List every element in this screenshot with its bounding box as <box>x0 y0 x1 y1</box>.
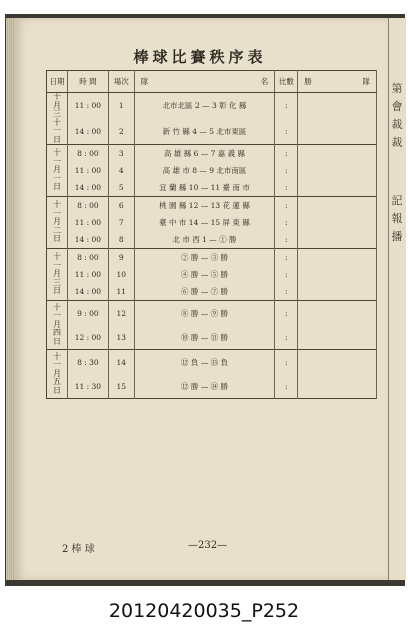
winner-cell <box>298 145 377 197</box>
match-number: 13 <box>108 325 134 350</box>
table-row <box>47 249 377 267</box>
strip-char: 播 <box>391 230 403 243</box>
match-number: 14 <box>108 350 134 375</box>
winner-cell <box>298 93 377 145</box>
match-number: 9 <box>108 249 134 267</box>
strip-char: 裁 <box>391 118 403 131</box>
header-winner <box>298 71 377 93</box>
match-teams: ⑥ 勝 — ⑦ 勝 <box>134 283 275 301</box>
match-teams: 高 雄 縣 6 — 7 嘉 義 縣 <box>134 145 275 163</box>
footer-section-label: 2 棒 球 <box>62 544 95 555</box>
match-number: 6 <box>108 197 134 215</box>
schedule-table <box>46 70 377 399</box>
date-text: 十月三十一日 <box>52 92 61 144</box>
strip-char: 報 <box>391 212 403 225</box>
date-cell <box>47 249 68 301</box>
date-text: 十一月一日 <box>52 148 61 192</box>
header-team-left: 隊 <box>140 77 149 86</box>
score-cell: : <box>275 119 298 145</box>
header-date: 日期 <box>47 71 68 93</box>
match-teams: ⑫ 負 — ⑬ 負 <box>134 350 275 375</box>
match-number: 11 <box>108 283 134 301</box>
strip-char: 會 <box>391 100 403 113</box>
time-cell: 8 : 00 <box>67 197 108 215</box>
score-cell: : <box>275 162 298 179</box>
header-team-right: 名 <box>260 77 269 86</box>
date-cell <box>47 93 68 145</box>
match-number: 7 <box>108 214 134 231</box>
match-teams: ② 勝 — ③ 勝 <box>134 249 275 267</box>
match-teams: 高 雄 市 8 — 9 北市南區 <box>134 162 275 179</box>
time-cell: 11 : 00 <box>67 93 108 119</box>
match-number: 10 <box>108 266 134 283</box>
match-number: 1 <box>108 93 134 119</box>
match-teams: 北 市 西 1 — ① 勝 <box>134 231 275 249</box>
match-teams: 臺 中 市 14 — 15 屏 東 縣 <box>134 214 275 231</box>
winner-cell <box>298 350 377 399</box>
header-team <box>134 71 275 93</box>
score-cell: : <box>275 350 298 375</box>
match-teams: ④ 勝 — ⑤ 勝 <box>134 266 275 283</box>
time-cell: 9 : 00 <box>67 301 108 326</box>
score-cell: : <box>275 325 298 350</box>
winner-cell <box>298 301 377 350</box>
score-cell: : <box>275 179 298 197</box>
time-cell: 14 : 00 <box>67 179 108 197</box>
date-text: 十一月四日 <box>52 302 61 346</box>
date-cell <box>47 350 68 399</box>
date-cell <box>47 197 68 249</box>
match-teams: 新 竹 縣 4 — 5 北市東區 <box>134 119 275 145</box>
match-number: 8 <box>108 231 134 249</box>
page-title: 棒球比賽秩序表 <box>133 48 267 66</box>
strip-char: 裁 <box>391 136 403 149</box>
score-cell: : <box>275 249 298 267</box>
time-cell: 14 : 00 <box>67 283 108 301</box>
header-score: 比數 <box>275 71 298 93</box>
time-cell: 8 : 00 <box>67 145 108 163</box>
header-winner-right: 隊 <box>362 77 370 86</box>
date-text: 十一月三日 <box>52 252 61 296</box>
table-row <box>47 350 377 375</box>
match-teams: ⑩ 勝 — ⑪ 勝 <box>134 325 275 350</box>
time-cell: 8 : 30 <box>67 350 108 375</box>
time-cell: 14 : 00 <box>67 119 108 145</box>
winner-cell <box>298 249 377 301</box>
page-number: —232— <box>188 540 228 551</box>
strip-char: 第 <box>391 82 403 95</box>
match-teams: 桃 園 縣 12 — 13 花 蓮 縣 <box>134 197 275 215</box>
time-cell: 11 : 00 <box>67 266 108 283</box>
time-cell: 8 : 00 <box>67 249 108 267</box>
score-cell: : <box>275 93 298 119</box>
date-cell <box>47 145 68 197</box>
time-cell: 12 : 00 <box>67 325 108 350</box>
table-row <box>47 145 377 163</box>
score-cell: : <box>275 266 298 283</box>
table-row <box>47 301 377 326</box>
score-cell: : <box>275 214 298 231</box>
match-teams: 宜 蘭 縣 10 — 11 臺 南 市 <box>134 179 275 197</box>
header-num: 場次 <box>108 71 134 93</box>
date-text: 十一月二日 <box>52 200 61 244</box>
match-teams: ⑫ 勝 — ⑭ 勝 <box>134 374 275 399</box>
table-row <box>47 197 377 215</box>
table-header-row <box>47 71 377 93</box>
header-time: 時 間 <box>67 71 108 93</box>
match-number: 3 <box>108 145 134 163</box>
match-number: 5 <box>108 179 134 197</box>
winner-cell <box>298 197 377 249</box>
score-cell: : <box>275 197 298 215</box>
time-cell: 11 : 30 <box>67 374 108 399</box>
time-cell: 11 : 00 <box>67 214 108 231</box>
match-number: 4 <box>108 162 134 179</box>
adjacent-page-strip <box>388 18 406 580</box>
score-cell: : <box>275 301 298 326</box>
score-cell: : <box>275 374 298 399</box>
time-cell: 11 : 00 <box>67 162 108 179</box>
date-cell <box>47 301 68 350</box>
match-teams: ⑧ 勝 — ⑨ 勝 <box>134 301 275 326</box>
match-number: 15 <box>108 374 134 399</box>
image-caption: 20120420035_P252 <box>108 600 300 622</box>
score-cell: : <box>275 283 298 301</box>
match-teams: 北市北區 2 — 3 彰 化 縣 <box>134 93 275 119</box>
match-number: 12 <box>108 301 134 326</box>
score-cell: : <box>275 231 298 249</box>
match-number: 2 <box>108 119 134 145</box>
table-row <box>47 93 377 119</box>
date-text: 十一月五日 <box>52 351 61 395</box>
header-winner-left: 勝 <box>304 77 312 86</box>
strip-char: 記 <box>391 194 403 207</box>
time-cell: 14 : 00 <box>67 231 108 249</box>
score-cell: : <box>275 145 298 163</box>
